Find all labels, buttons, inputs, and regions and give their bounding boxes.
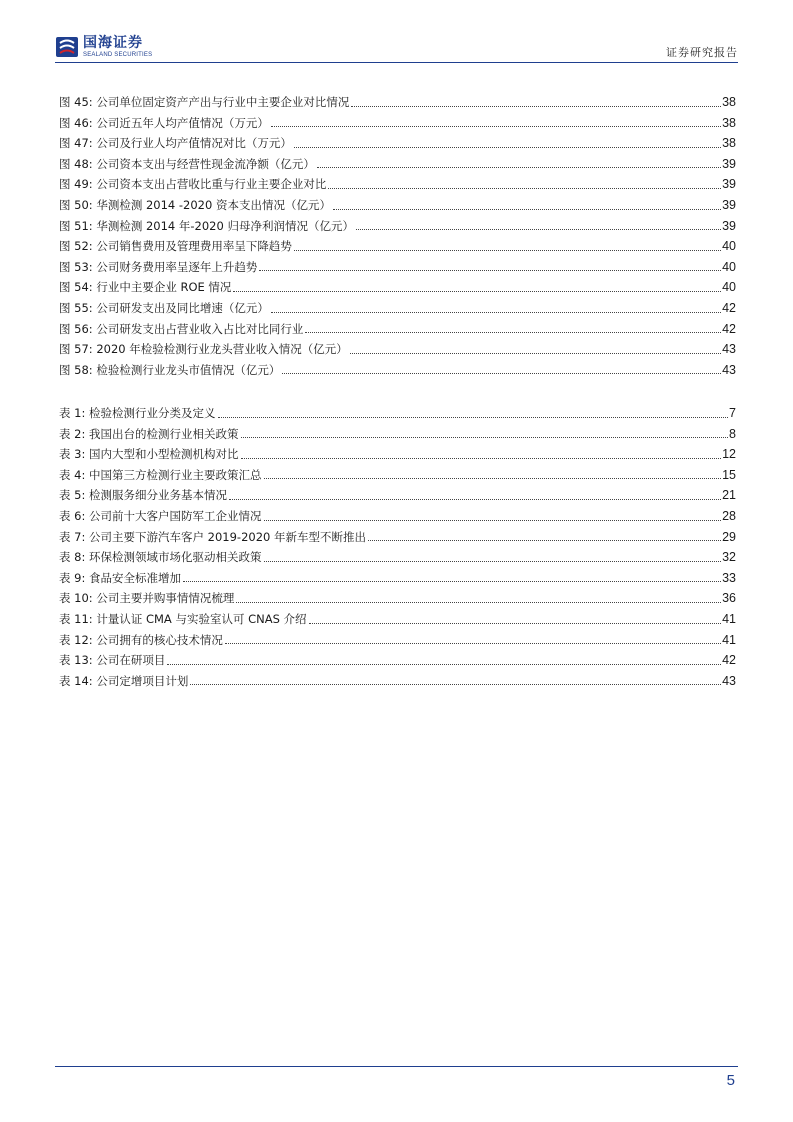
table-entry[interactable] bbox=[59, 502, 736, 523]
figure-entry-page: 39 bbox=[722, 218, 736, 233]
table-entry[interactable] bbox=[59, 646, 736, 667]
figure-entry-page: 42 bbox=[722, 321, 736, 336]
figure-entry-label: 图 57: 2020 年检验检测行业龙头营业收入情况（亿元） bbox=[59, 342, 348, 357]
dot-leader bbox=[233, 291, 721, 292]
table-entry[interactable] bbox=[59, 584, 736, 605]
page-header bbox=[55, 34, 738, 62]
table-entry-page: 41 bbox=[722, 632, 736, 647]
report-type-label: 证券研究报告 bbox=[666, 46, 738, 59]
header-divider bbox=[55, 62, 738, 63]
table-entry-page: 36 bbox=[722, 591, 736, 606]
figure-entry-page: 38 bbox=[722, 136, 736, 151]
figure-entry-label: 图 50: 华测检测 2014 -2020 资本支出情况（亿元） bbox=[59, 198, 331, 213]
figure-entry-page: 40 bbox=[722, 239, 736, 254]
figure-entry-page: 42 bbox=[722, 301, 736, 316]
table-entry-label: 表 10: 公司主要并购事情情况梳理 bbox=[59, 591, 235, 606]
table-entry-label: 表 14: 公司定增项目计划 bbox=[59, 673, 189, 688]
table-entry-label: 表 13: 公司在研项目 bbox=[59, 653, 166, 668]
figure-entry[interactable] bbox=[59, 294, 736, 315]
dot-leader bbox=[356, 229, 721, 230]
figure-entry-page: 38 bbox=[722, 115, 736, 130]
figure-entry[interactable] bbox=[59, 129, 736, 150]
figure-entry[interactable] bbox=[59, 253, 736, 274]
figure-entry-label: 图 48: 公司资本支出与经营性现金流净额（亿元） bbox=[59, 156, 315, 171]
dot-leader bbox=[294, 147, 721, 148]
table-entry-label: 表 6: 公司前十大客户国防军工企业情况 bbox=[59, 509, 262, 524]
table-entry-page: 33 bbox=[722, 570, 736, 585]
table-entry[interactable] bbox=[59, 440, 736, 461]
table-entry-page: 21 bbox=[722, 488, 736, 503]
dot-leader bbox=[241, 458, 722, 459]
figure-entry-label: 图 47: 公司及行业人均产值情况对比（万元） bbox=[59, 136, 292, 151]
dot-leader bbox=[264, 520, 722, 521]
logo-chinese-name: 国海证券 bbox=[83, 35, 143, 51]
dot-leader bbox=[350, 353, 721, 354]
figure-entry-page: 39 bbox=[722, 198, 736, 213]
figure-entry-label: 图 55: 公司研发支出及同比增速（亿元） bbox=[59, 301, 269, 316]
dot-leader bbox=[229, 499, 721, 500]
figure-entry-label: 图 54: 行业中主要企业 ROE 情况 bbox=[59, 280, 232, 295]
table-entry-label: 表 1: 检验检测行业分类及定义 bbox=[59, 406, 216, 421]
figure-entry[interactable] bbox=[59, 191, 736, 212]
figure-entry[interactable] bbox=[59, 315, 736, 336]
dot-leader bbox=[305, 332, 721, 333]
table-entry[interactable] bbox=[59, 461, 736, 482]
dot-leader bbox=[259, 270, 721, 271]
table-entry-label: 表 8: 环保检测领域市场化驱动相关政策 bbox=[59, 550, 262, 565]
dot-leader bbox=[264, 561, 722, 562]
table-entry-page: 7 bbox=[729, 406, 736, 421]
dot-leader bbox=[167, 664, 721, 665]
figure-entry[interactable] bbox=[59, 88, 736, 109]
dot-leader bbox=[271, 312, 721, 313]
page-number: 5 bbox=[726, 1072, 735, 1089]
figure-entry-page: 43 bbox=[722, 342, 736, 357]
figure-entry-label: 图 53: 公司财务费用率呈逐年上升趋势 bbox=[59, 259, 258, 274]
table-entry-label: 表 5: 检测服务细分业务基本情况 bbox=[59, 488, 228, 503]
table-entry[interactable] bbox=[59, 667, 736, 688]
figure-entry-page: 40 bbox=[722, 259, 736, 274]
figure-entry-page: 43 bbox=[722, 362, 736, 377]
figure-entry[interactable] bbox=[59, 273, 736, 294]
dot-leader bbox=[351, 106, 721, 107]
figure-entry-label: 图 46: 公司近五年人均产值情况（万元） bbox=[59, 115, 269, 130]
table-entry-label: 表 7: 公司主要下游汽车客户 2019-2020 年新车型不断推出 bbox=[59, 529, 366, 544]
figure-entry-label: 图 58: 检验检测行业龙头市值情况（亿元） bbox=[59, 362, 281, 377]
figure-entry-label: 图 45: 公司单位固定资产产出与行业中主要企业对比情况 bbox=[59, 95, 350, 110]
figure-entry-page: 39 bbox=[722, 156, 736, 171]
table-entry[interactable] bbox=[59, 523, 736, 544]
figure-entry[interactable] bbox=[59, 212, 736, 233]
dot-leader bbox=[309, 623, 722, 624]
table-entry-label: 表 9: 食品安全标准增加 bbox=[59, 570, 182, 585]
table-entry-page: 41 bbox=[722, 612, 736, 627]
table-entry-label: 表 3: 国内大型和小型检测机构对比 bbox=[59, 447, 239, 462]
figure-entry[interactable] bbox=[59, 232, 736, 253]
figure-entry-label: 图 52: 公司销售费用及管理费用率呈下降趋势 bbox=[59, 239, 292, 254]
table-entry[interactable] bbox=[59, 481, 736, 502]
figure-entry[interactable] bbox=[59, 335, 736, 356]
figure-entry[interactable] bbox=[59, 109, 736, 130]
table-entry-label: 表 2: 我国出台的检测行业相关政策 bbox=[59, 426, 239, 441]
figure-list bbox=[59, 88, 736, 376]
logo-english-name: SEALAND SECURITIES bbox=[83, 52, 153, 58]
dot-leader bbox=[236, 602, 721, 603]
table-entry-page: 43 bbox=[722, 673, 736, 688]
dot-leader bbox=[264, 478, 722, 479]
dot-leader bbox=[271, 126, 721, 127]
table-list bbox=[59, 399, 736, 687]
figure-entry-page: 39 bbox=[722, 177, 736, 192]
dot-leader bbox=[328, 188, 721, 189]
table-entry[interactable] bbox=[59, 564, 736, 585]
dot-leader bbox=[317, 167, 721, 168]
table-entry-page: 32 bbox=[722, 550, 736, 565]
table-entry[interactable] bbox=[59, 420, 736, 441]
table-entry[interactable] bbox=[59, 399, 736, 420]
dot-leader bbox=[218, 417, 729, 418]
figure-entry-page: 40 bbox=[722, 280, 736, 295]
table-entry-page: 15 bbox=[722, 467, 736, 482]
dot-leader bbox=[190, 684, 721, 685]
figure-entry[interactable] bbox=[59, 170, 736, 191]
table-entry[interactable] bbox=[59, 605, 736, 626]
footer-divider bbox=[55, 1066, 738, 1067]
company-logo bbox=[55, 34, 152, 60]
dot-leader bbox=[294, 250, 721, 251]
table-entry-page: 12 bbox=[722, 447, 736, 462]
dot-leader bbox=[333, 209, 721, 210]
figure-entry[interactable] bbox=[59, 356, 736, 377]
figure-entry-label: 图 56: 公司研发支出占营业收入占比对比同行业 bbox=[59, 321, 304, 336]
table-entry-page: 42 bbox=[722, 653, 736, 668]
figure-entry-label: 图 51: 华测检测 2014 年-2020 归母净利润情况（亿元） bbox=[59, 218, 354, 233]
dot-leader bbox=[183, 581, 721, 582]
table-entry-label: 表 4: 中国第三方检测行业主要政策汇总 bbox=[59, 467, 262, 482]
table-entry-page: 28 bbox=[722, 509, 736, 524]
table-entry-label: 表 12: 公司拥有的核心技术情况 bbox=[59, 632, 223, 647]
table-entry[interactable] bbox=[59, 626, 736, 647]
table-entry-label: 表 11: 计量认证 CMA 与实验室认可 CNAS 介绍 bbox=[59, 612, 307, 627]
table-entry-page: 29 bbox=[722, 529, 736, 544]
dot-leader bbox=[241, 437, 729, 438]
figure-entry-page: 38 bbox=[722, 95, 736, 110]
figure-entry[interactable] bbox=[59, 150, 736, 171]
dot-leader bbox=[282, 373, 721, 374]
dot-leader bbox=[368, 540, 721, 541]
figure-entry-label: 图 49: 公司资本支出占营收比重与行业主要企业对比 bbox=[59, 177, 327, 192]
dot-leader bbox=[225, 643, 721, 644]
table-entry[interactable] bbox=[59, 543, 736, 564]
sealand-logo-icon bbox=[55, 35, 79, 59]
table-entry-page: 8 bbox=[729, 426, 736, 441]
